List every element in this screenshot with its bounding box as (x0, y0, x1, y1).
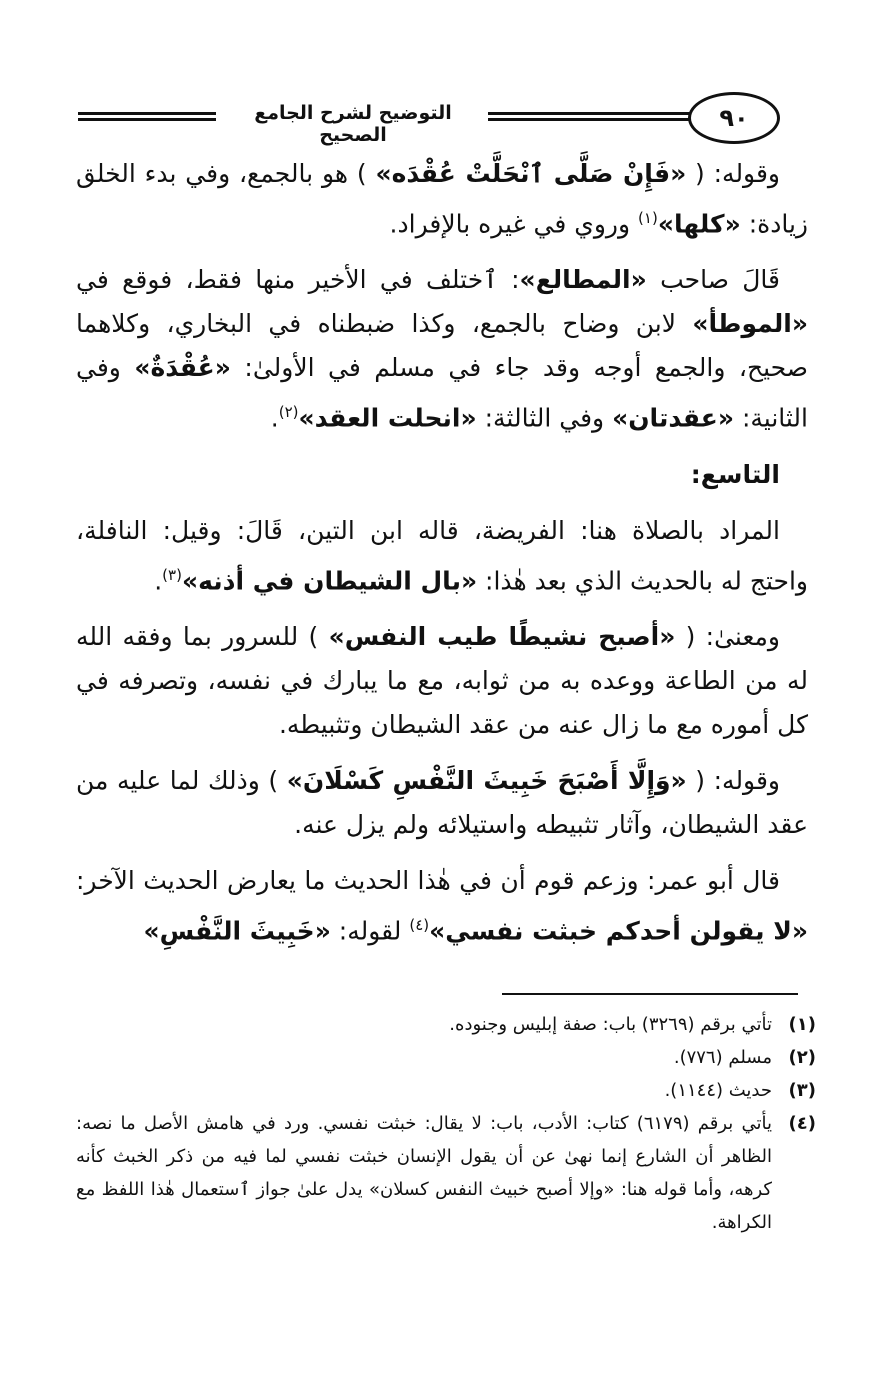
footnote-number: (١) (788, 1014, 816, 1035)
quote: «انحلت العقد» (298, 403, 477, 433)
quote: «أصبح نشيطًا طيب النفس» (328, 621, 676, 651)
quote: «بال الشيطان في أذنه» (181, 565, 478, 595)
paragraph (76, 615, 808, 747)
text-run: وروي في غيره بالإفراد. (389, 209, 639, 239)
quote: «الموطأ» (692, 309, 808, 339)
text-run: لابن وضاح بالجمع، وكذا ضبطناه في البخاري، وكلاهما صحيح، والجمع أوجه وقد جاء في مسلم في الأولىٰ: (76, 309, 809, 383)
page-number: ٩٠ (688, 92, 780, 144)
footnote-number: (٤) (788, 1113, 816, 1134)
quote: «المطالع» (519, 265, 647, 295)
text-run: قال أبو عمر: وزعم قوم أن في هٰذا الحديث ما يعارض الحديث الآخر: (76, 865, 780, 895)
footnote-text: يأتي برقم (٦١٧٩) كتاب: الأدب، باب: لا يقال: خبثت نفسي. ورد في هامش الأصل ما نصه: الظاهر أن الشارع إنما نهىٰ عن أن يقول الإنسان خبثت نفسي لما فيه من ذكر الخبث كأنه كرهه، وأما قوله هنا: «وإلا أصبح خبيث النفس كسلان» يدل علىٰ جواز ٱستعمال هٰذا اللفظ مع الكراهة. (76, 1113, 772, 1233)
running-title: التوضيح لشرح الجامع الصحيح (254, 102, 452, 146)
footnote-text: حديث (١١٤٤). (664, 1080, 772, 1101)
footnote-divider (502, 993, 798, 995)
footnote-number: (٣) (788, 1080, 816, 1101)
paragraph (76, 152, 808, 246)
text-run: وفي الثالثة: (476, 403, 613, 433)
quote: «لا يقولن أحدكم خبثت نفسي» (429, 916, 808, 946)
footnote-text: تأتي برقم (٣٢٦٩) باب: صفة إبليس وجنوده. (449, 1014, 772, 1035)
text-run: : ٱختلف في الأخير منها فقط، فوقع في (76, 265, 520, 295)
footnote (76, 1008, 816, 1041)
text-run: لقوله: (330, 916, 410, 946)
text-run: ) للسرور بما وفقه الله له من الطاعة ووعده به من ثوابه، مع ما يبارك في نفسه، وتصرفه في كل أموره مع ما زال عنه من عقد الشيطان وتثبيطه. (76, 621, 808, 739)
footnote-ref: (٢) (278, 403, 299, 422)
footnote (76, 1041, 816, 1074)
text-run: . (270, 403, 279, 433)
footnote-number: (٢) (788, 1047, 816, 1068)
footnotes (76, 1008, 816, 1239)
quote: «عُقْدَةٌ» (134, 353, 231, 383)
paragraph (76, 859, 808, 953)
text-run: وقوله: ( (695, 159, 780, 188)
footnote (76, 1074, 816, 1107)
paragraph (76, 759, 808, 847)
text-run: وقوله: ( (695, 765, 780, 795)
text-run: قَالَ صاحب (646, 265, 780, 295)
text-run: ) وذلك لما عليه من عقد الشيطان، وآثار تثبيطه واستيلائه ولم يزل عنه. (76, 765, 808, 839)
quote: «كلها» (657, 209, 741, 239)
text-run: ومعنىٰ: ( (685, 621, 780, 651)
footnote (76, 1107, 816, 1239)
section-heading: التاسع: (690, 459, 780, 489)
hadith-quote: «وَإِلَّا أَصْبَحَ خَبِيثَ النَّفْسِ كَسْلَانَ» (286, 765, 687, 795)
footnote-ref: (٤) (409, 915, 430, 934)
footnote-text: مسلم (٧٧٦). (673, 1047, 772, 1068)
text-run: المراد بالصلاة هنا: الفريضة، قاله ابن التين، قَالَ: وقيل: النافلة، واحتج له بالحديث الذي بعد هٰذا: (76, 515, 808, 595)
text-run: . (154, 565, 163, 595)
page-header (78, 92, 798, 146)
quote: «عقدتان» (612, 403, 734, 433)
quote: «خَبِيثَ النَّفْسِ» (143, 916, 331, 946)
header-rule-left (78, 112, 216, 124)
text-run: وفي الثانية: (76, 353, 808, 433)
footnote-ref: (١) (638, 209, 658, 227)
paragraph (76, 258, 808, 440)
text-run: ) هو بالجمع، وفي بدء الخلق زيادة: (76, 159, 808, 239)
main-text (76, 152, 808, 965)
footnote-ref: (٣) (162, 565, 182, 584)
hadith-quote: «فَإِنْ صَلَّى ٱنْحَلَّتْ عُقْدَه» (375, 159, 687, 188)
paragraph (76, 509, 808, 603)
